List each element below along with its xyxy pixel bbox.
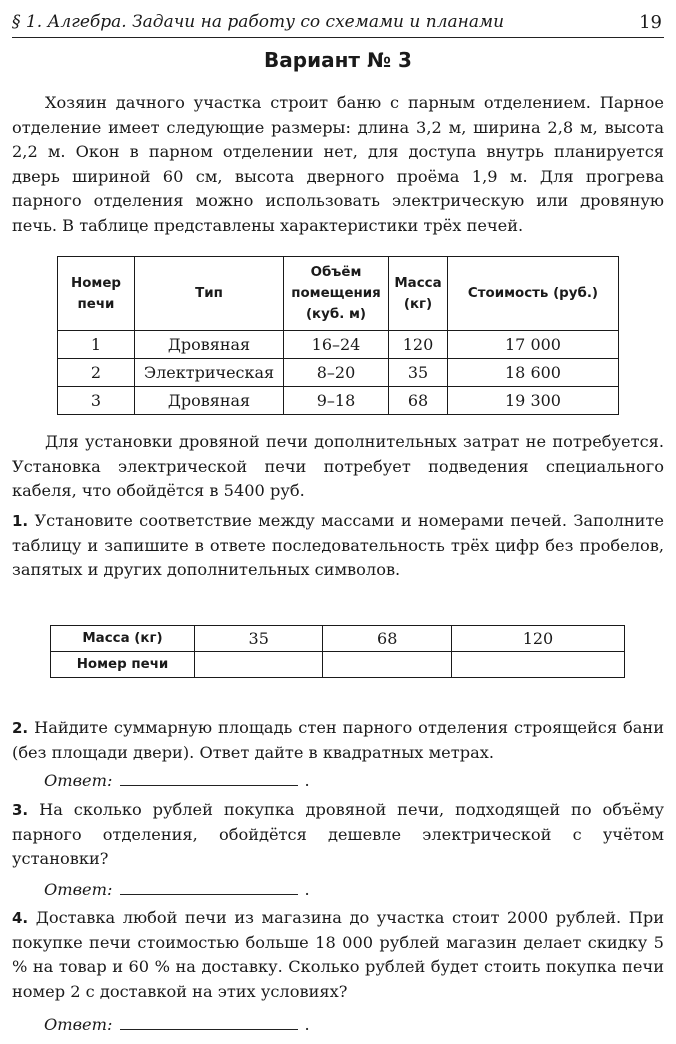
table-row <box>58 331 619 359</box>
answer-blank[interactable] <box>120 768 298 786</box>
answer-label: Ответ: <box>44 880 113 899</box>
cell: 2 <box>58 359 135 387</box>
section-title: § 1. Алгебра. Задачи на работу со схемами и планами <box>12 12 505 32</box>
task-2 <box>12 716 664 765</box>
task-text: Доставка любой печи из магазина до участка стоит 2000 рублей. При покупке печи стоимостью больше 18 000 рублей магазин делает скидку 5 % на товар и 60 % на доставку. Сколько рублей будет стоить покупка печи номер 2 с доставкой на этих условиях? <box>12 908 665 1001</box>
answer-blank[interactable] <box>120 877 298 895</box>
mass-cell: 35 <box>195 626 323 652</box>
answer-label: Ответ: <box>44 1015 113 1034</box>
header-rule <box>12 37 664 38</box>
stove-table-header <box>58 257 619 331</box>
answer-cell[interactable] <box>323 652 451 678</box>
cell: Электрическая <box>135 359 284 387</box>
cell: 17 000 <box>448 331 619 359</box>
answer-cell[interactable] <box>195 652 323 678</box>
task-text: На сколько рублей покупка дровяной печи, подходящей по объёму парного отделения, обойдётся дешевле электрической с учётом установки? <box>12 800 665 869</box>
table-row <box>58 359 619 387</box>
answer-label: Ответ: <box>44 771 113 790</box>
answer-period: . <box>304 880 310 899</box>
answer-cell[interactable] <box>451 652 624 678</box>
task-number: 1. <box>12 512 29 530</box>
page-number: 19 <box>639 11 662 33</box>
mass-cell: 120 <box>451 626 624 652</box>
mass-label: Масса (кг) <box>51 626 195 652</box>
variant-title: Вариант № 3 <box>264 48 412 72</box>
cell: 120 <box>389 331 448 359</box>
answer-line-3 <box>44 877 310 901</box>
running-head <box>12 8 662 36</box>
task-number: 3. <box>12 801 29 819</box>
cell: 68 <box>389 387 448 415</box>
table-row <box>51 652 625 678</box>
task-text: Найдите суммарную площадь стен парного отделения строящейся бани (без площади двери). Ответ дайте в квадратных метрах. <box>12 718 664 762</box>
answer-period: . <box>304 1015 310 1034</box>
installation-note: Для установки дровяной печи дополнительных затрат не потребуется. Установка электрической печи потребует подведения специального кабеля, что обойдётся в 5400 руб. <box>12 432 664 501</box>
task-number: 2. <box>12 719 29 737</box>
header-cell: Объём помещения (куб. м) <box>284 257 389 331</box>
cell: 3 <box>58 387 135 415</box>
table-row <box>51 626 625 652</box>
mass-cell: 68 <box>323 626 451 652</box>
answer-period: . <box>304 771 310 790</box>
cell: 16–24 <box>284 331 389 359</box>
task-text: Установите соответствие между массами и номерами печей. Заполните таблицу и запишите в ответе последовательность трёх цифр без пробелов, запятых и других дополнительных символов. <box>12 511 664 580</box>
answer-blank[interactable] <box>120 1012 298 1030</box>
cell: Дровяная <box>135 331 284 359</box>
header-cell: Номер печи <box>58 257 135 331</box>
cell: 9–18 <box>284 387 389 415</box>
problem-intro: Хозяин дачного участка строит баню с парным отделением. Парное отделение имеет следующие размеры: длина 3,2 м, ширина 2,8 м, высота 2,2 м. Окон в парном отделении нет, для доступа внутрь планируется дверь шириной 60 см, высота дверного проёма 1,9 м. Для прогрева парного отделения можно использовать электрическую или дровяную печь. В таблице представлены характеристики трёх печей. <box>12 93 664 235</box>
cell: Дровяная <box>135 387 284 415</box>
cell: 18 600 <box>448 359 619 387</box>
header-cell: Масса (кг) <box>389 257 448 331</box>
stove-table <box>57 256 619 415</box>
match-table <box>50 625 625 678</box>
answer-line-2 <box>44 768 310 792</box>
task-number: 4. <box>12 909 29 927</box>
task-1 <box>12 509 664 583</box>
header-cell: Стоимость (руб.) <box>448 257 619 331</box>
task-4 <box>12 906 664 1004</box>
answer-line-4 <box>44 1012 310 1036</box>
stove-number-label: Номер печи <box>51 652 195 678</box>
header-cell: Тип <box>135 257 284 331</box>
table-row <box>58 387 619 415</box>
cell: 19 300 <box>448 387 619 415</box>
cell: 35 <box>389 359 448 387</box>
cell: 8–20 <box>284 359 389 387</box>
task-3 <box>12 798 664 872</box>
cell: 1 <box>58 331 135 359</box>
